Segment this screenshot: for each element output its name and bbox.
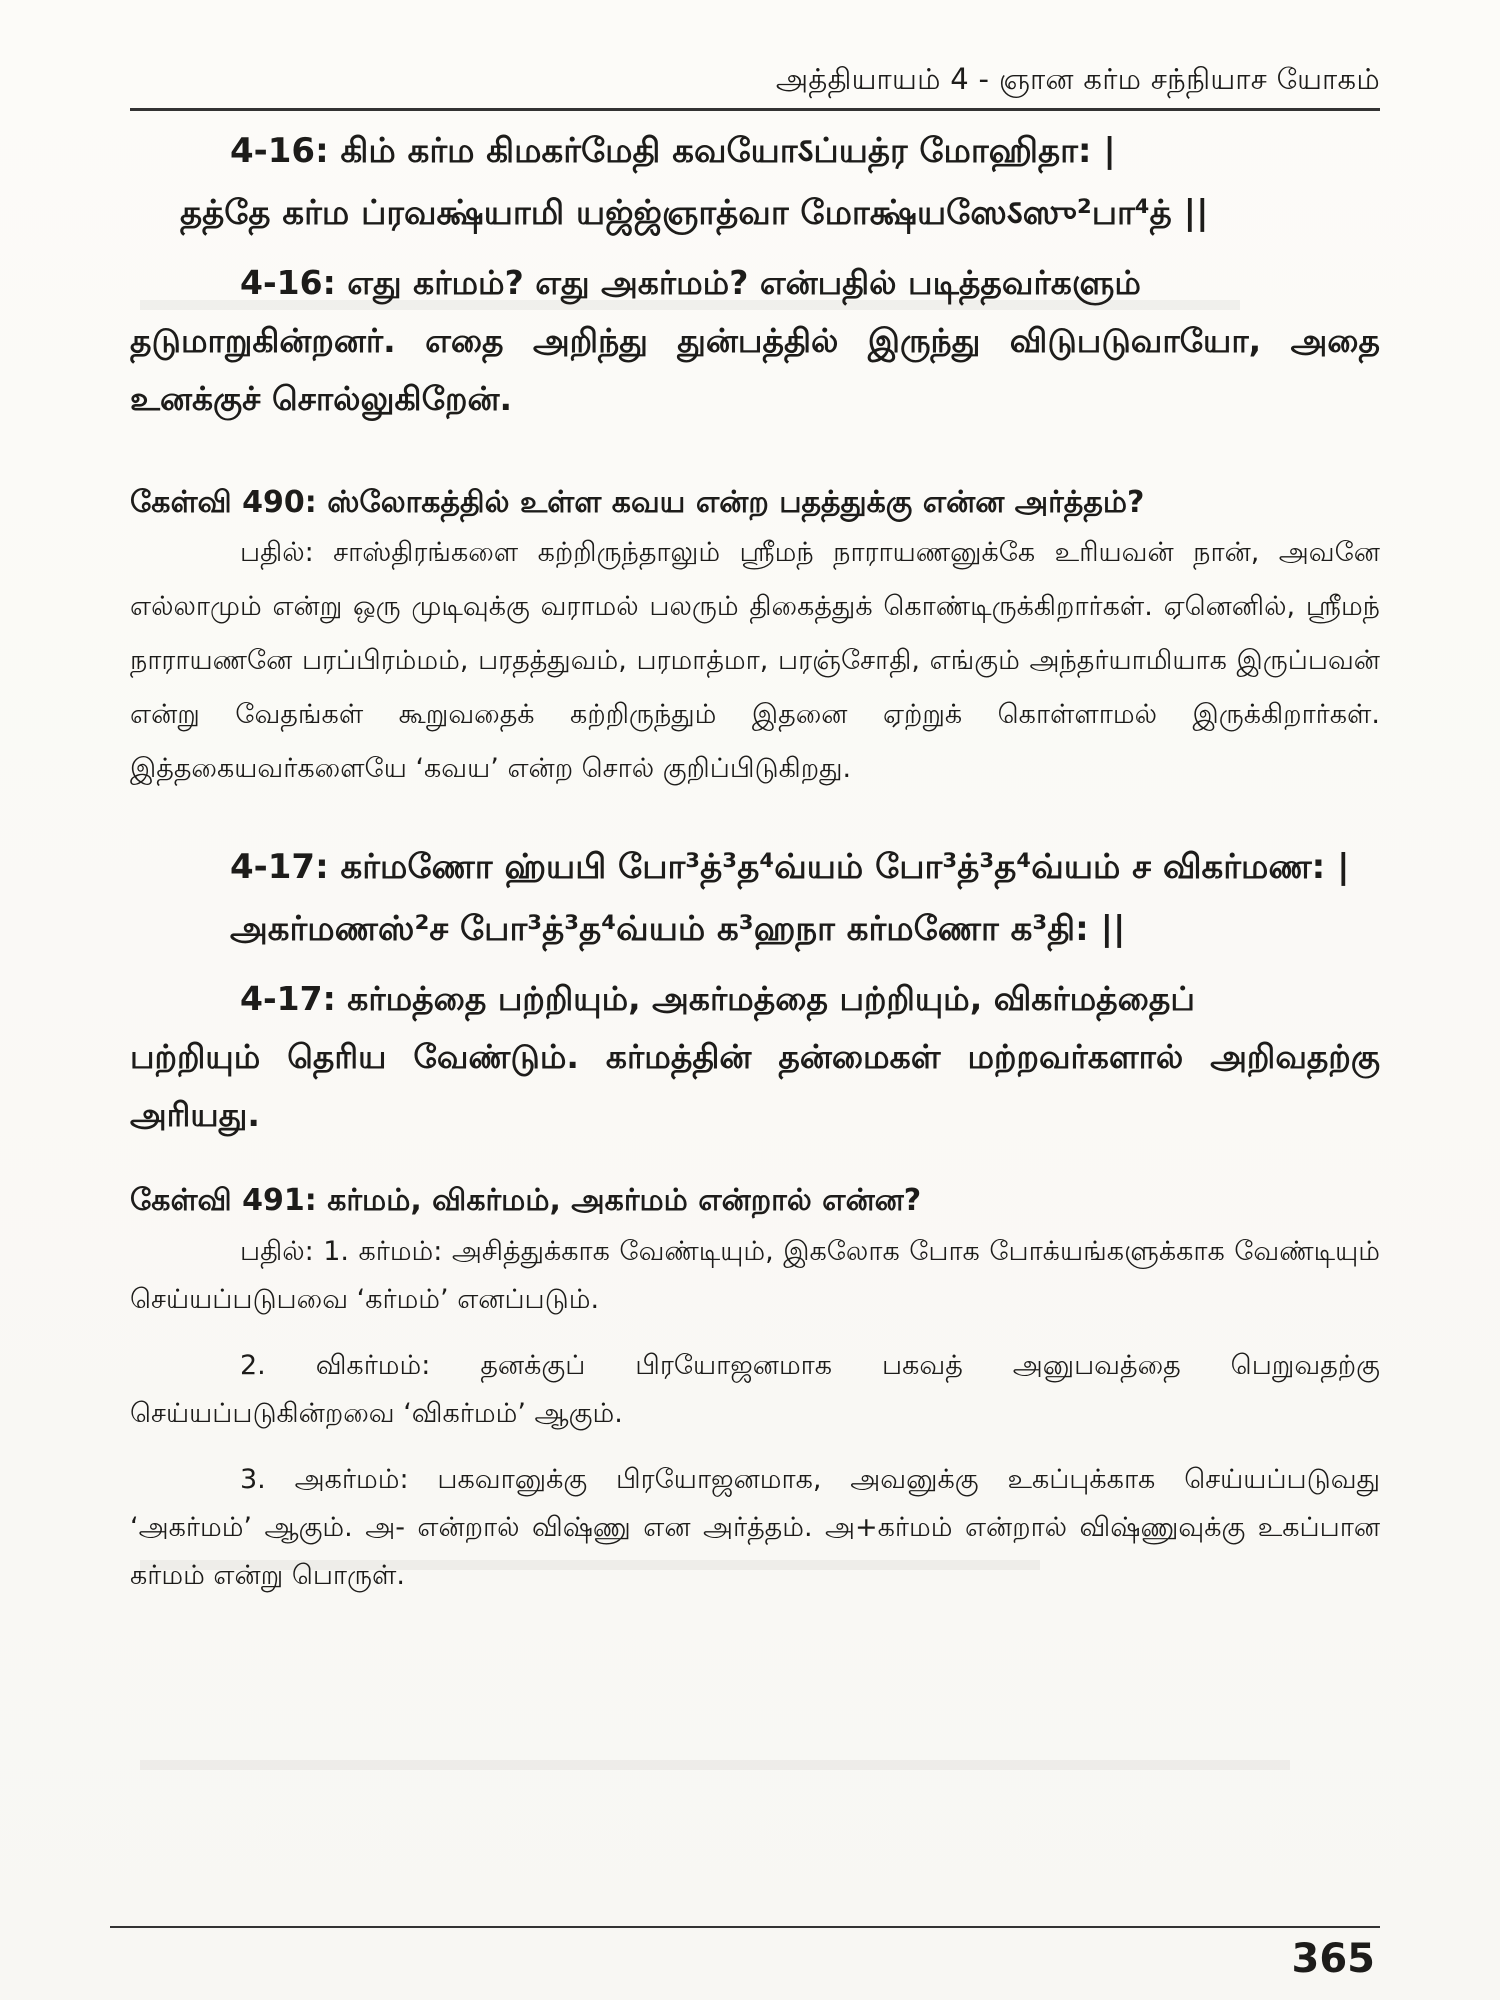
verse-17-line-1: 4-17: கர்மணோ ஹ்யபி போ³த்³த⁴வ்யம் போ³த்³த⁴வ்யம் ச விகர்மண: |: [230, 847, 1350, 887]
answer-491-item-2: 2. விகர்மம்: தனக்குப் பிரயோஜனமாக பகவத் அனுபவத்தை பெறுவதற்கு செய்யப்படுகின்றவை ‘விகர்மம்’ ஆகும்.: [130, 1350, 1380, 1429]
question-491: கேள்வி 491: கர்மம், விகர்மம், அகர்மம் என்றால் என்ன?: [130, 1183, 922, 1218]
spacer: [130, 796, 1380, 836]
spacer: [130, 1144, 1380, 1178]
verse-17-line-2: அகர்மணஸ்²ச போ³த்³த⁴வ்யம் க³ஹநா கர்மணோ க³தி: ||: [230, 909, 1126, 949]
verse-16-meaning-first-line: 4-16: எது கர்மம்? எது அகர்மம்? என்பதில் படித்தவர்களும்: [240, 263, 1141, 302]
page-number: 365: [1291, 1936, 1375, 1982]
verse-16-meaning: [130, 254, 1380, 428]
verse-17-meaning-rest: பற்றியும் தெரிய வேண்டும். கர்மத்தின் தன்மைகள் மற்றவர்களால் அறிவதற்கு அரியது.: [130, 1037, 1380, 1134]
header-rule: [130, 108, 1380, 111]
answer-491-item-1: பதில்: 1. கர்மம்: அசித்துக்காக வேண்டியும், இகலோக போக போக்யங்களுக்காக வேண்டியும் செய்யப்படுபவை ‘கர்மம்’ எனப்படும்.: [130, 1236, 1380, 1315]
verse-16-line-1: 4-16: கிம் கர்ம கிமகர்மேதி கவயோऽப்யத்ர மோஹிதா: |: [230, 131, 1116, 171]
question-490: கேள்வி 490: ஸ்லோகத்தில் உள்ள கவய என்ற பதத்துக்கு என்ன அர்த்தம்?: [130, 485, 1145, 520]
verse-17-meaning: [130, 970, 1380, 1144]
running-header: அத்தியாயம் 4 - ஞான கர்ம சந்நியாச யோகம்: [775, 62, 1380, 96]
bleed-through-line: [140, 1760, 1290, 1770]
verse-16-line-2: தத்தே கர்ம ப்ரவக்ஷ்யாமி யஜ்ஜ்ஞாத்வா மோக்ஷ்யஸேऽஸு²பா⁴த் ||: [180, 193, 1209, 233]
answer-491-item-3: 3. அகர்மம்: பகவானுக்கு பிரயோஜனமாக, அவனுக்கு உகப்புக்காக செய்யப்படுவது ‘அகர்மம்’ ஆகும். அ- என்றால் விஷ்ணு என அர்த்தம். அ+கர்மம் என்றால் விஷ்ணுவுக்கு உகப்பான கர்மம் என்று பொருள்.: [130, 1464, 1380, 1591]
verse-16-meaning-rest: தடுமாறுகின்றனர். எதை அறிந்து துன்பத்தில் இருந்து விடுபடுவாயோ, அதை உனக்குச் சொல்லுகிறேன்.: [130, 321, 1380, 418]
footer-rule: [110, 1926, 1380, 1928]
answer-490: பதில்: சாஸ்திரங்களை கற்றிருந்தாலும் ஸ்ரீமந் நாராயணனுக்கே உரியவன் நான், அவனே எல்லாமும் என்று ஒரு முடிவுக்கு வராமல் பலரும் திகைத்துக் கொண்டிருக்கிறார்கள். ஏனெனில், ஸ்ரீமந் நாராயணனே பரப்பிரம்மம், பரதத்துவம், பரமாத்மா, பரஞ்சோதி, எங்கும் அந்தர்யாமியாக இருப்பவன் என்று வேதங்கள் கூறுவதைக் கற்றிருந்தும் இதனை ஏற்றுக் கொள்ளாமல் இருக்கிறார்கள். இத்தகையவர்களையே ‘கவய’ என்ற சொல் குறிப்பிடுகிறது.: [130, 537, 1380, 784]
page-content: [130, 120, 1380, 1600]
spacer: [130, 428, 1380, 480]
verse-17-meaning-first-line: 4-17: கர்மத்தை பற்றியும், அகர்மத்தை பற்றியும், விகர்மத்தைப்: [240, 979, 1195, 1018]
